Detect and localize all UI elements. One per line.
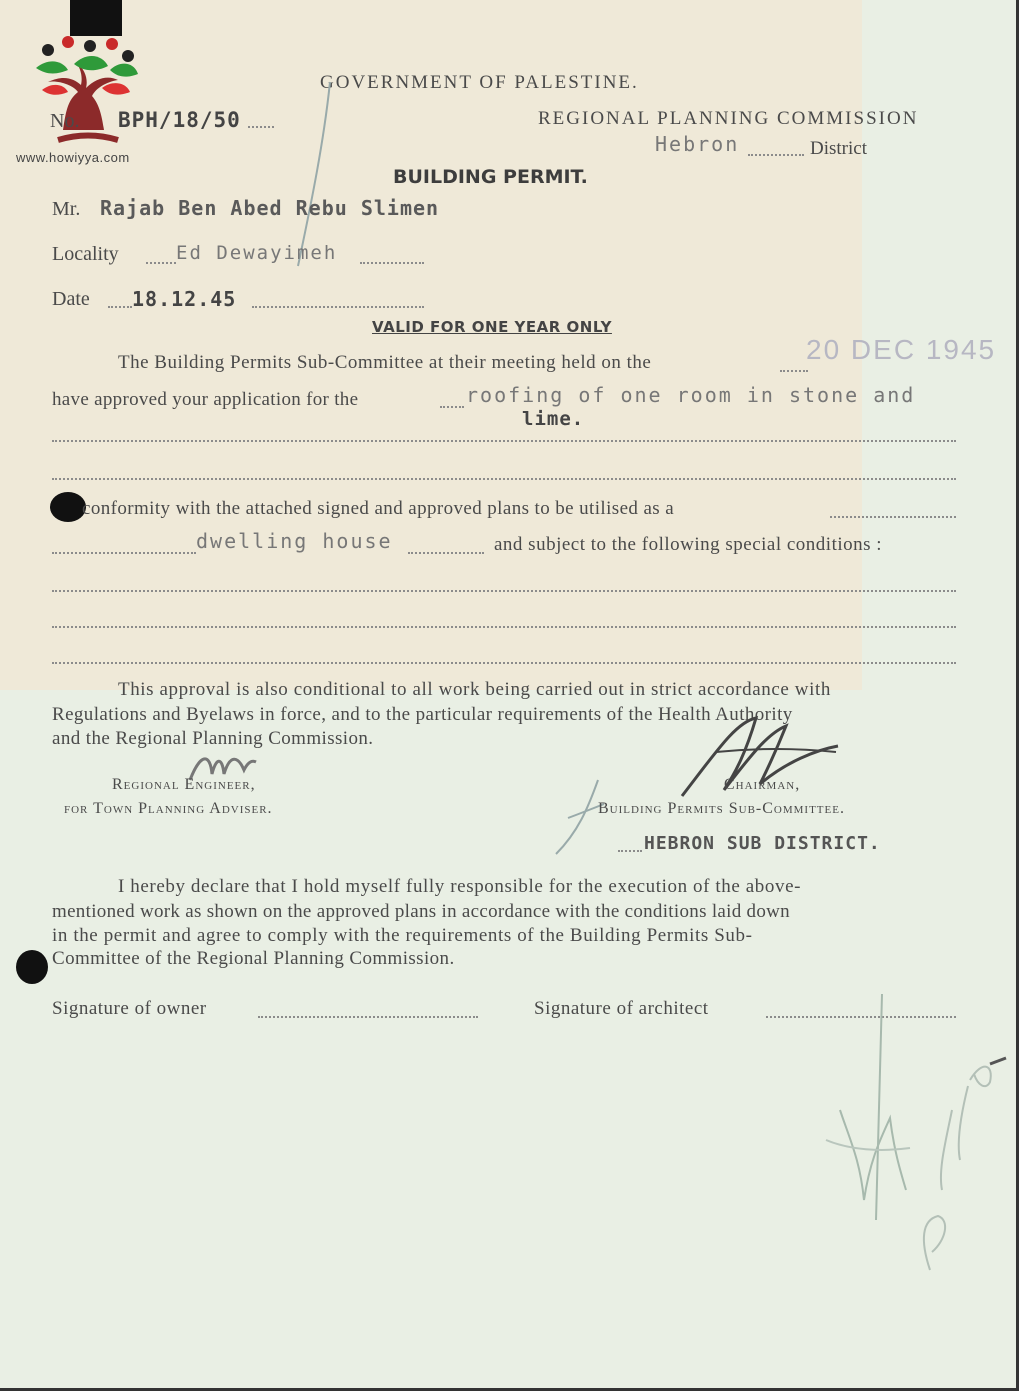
howiyya-logo: [18, 30, 150, 170]
date-dots-after: [252, 306, 424, 308]
conditions-line-1: [52, 590, 956, 592]
application-value-line2: lime.: [522, 408, 585, 430]
conformity-dots: [830, 516, 956, 518]
government-heading: GOVERNMENT OF PALESTINE.: [320, 72, 639, 93]
approval-paragraph-line2: Regulations and Byelaws in force, and to the particular requirements of the Health Authority: [52, 704, 793, 725]
use-dots-before: [52, 552, 196, 554]
subdistrict-value: HEBRON SUB DISTRICT.: [644, 833, 881, 854]
application-value-line1: roofing of one room in stone and: [466, 383, 916, 407]
use-dots-after: [408, 552, 484, 554]
date-value: 18.12.45: [132, 287, 237, 311]
approval-paragraph-line1: This approval is also conditional to all work being carried out in strict accordance with: [118, 679, 831, 700]
logo-url: www.howiyya.com: [16, 150, 130, 165]
declaration-line1: I hereby declare that I hold myself fully responsible for the execution of the above-: [118, 876, 802, 897]
use-value: dwelling house: [196, 529, 393, 553]
permit-title: BUILDING PERMIT.: [393, 166, 588, 188]
meeting-text: The Building Permits Sub-Committee at their meeting held on the: [118, 352, 652, 373]
owner-signature-label: Signature of owner: [52, 998, 207, 1019]
handwritten-annotation: [810, 990, 1010, 1290]
name-label: Mr.: [52, 198, 81, 220]
blank-line-2: [52, 478, 956, 480]
architect-signature-label: Signature of architect: [534, 998, 709, 1019]
locality-label: Locality: [52, 243, 119, 265]
meeting-date-stamp: 20 DEC 1945: [806, 334, 997, 365]
validity-note: VALID FOR ONE YEAR ONLY: [372, 318, 612, 336]
tree-logo-icon: [18, 30, 150, 160]
approved-text: have approved your application for the: [52, 389, 359, 410]
pencil-mark-2: [548, 778, 608, 858]
date-dots-before: [108, 306, 132, 308]
adviser-title: for Town Planning Adviser.: [64, 800, 273, 817]
application-dots-before: [440, 406, 464, 408]
conformity-text: conformity with the attached signed and approved plans to be utilised as a: [82, 498, 675, 519]
locality-value: Ed Dewayimeh: [176, 242, 338, 264]
declaration-line2: mentioned work as shown on the approved plans in accordance with the conditions laid down: [52, 901, 790, 922]
district-label: District: [810, 138, 867, 159]
district-value: Hebron: [655, 132, 740, 156]
locality-dots-before: [146, 262, 176, 264]
engineer-title: Regional Engineer,: [112, 776, 256, 793]
subdistrict-dots: [618, 850, 642, 852]
declaration-line3: in the permit and agree to comply with the requirements of the Building Permits Sub-: [52, 925, 753, 946]
conditions-line-2: [52, 626, 956, 628]
conditions-line-3: [52, 662, 956, 664]
ref-no-value: BPH/18/50: [118, 108, 241, 132]
conditions-text: and subject to the following special conditions :: [494, 534, 883, 555]
chairman-title: Chairman,: [724, 776, 801, 793]
name-value: Rajab Ben Abed Rebu Slimen: [100, 196, 440, 220]
subcommittee-title: Building Permits Sub-Committee.: [598, 800, 845, 817]
meeting-dots: [780, 370, 808, 372]
punch-hole: [16, 950, 48, 984]
locality-dots-after: [360, 262, 424, 264]
district-dots: [748, 154, 804, 156]
ref-no-dots: [248, 126, 274, 128]
approval-paragraph-line3: and the Regional Planning Commission.: [52, 728, 374, 749]
ink-blot: [50, 492, 86, 522]
blank-line-1: [52, 440, 956, 442]
commission-heading: REGIONAL PLANNING COMMISSION: [538, 108, 919, 129]
date-label: Date: [52, 288, 90, 310]
owner-signature-line: [258, 1016, 478, 1018]
declaration-line4: Committee of the Regional Planning Commission.: [52, 948, 455, 969]
ref-no-label: No.: [50, 110, 80, 132]
